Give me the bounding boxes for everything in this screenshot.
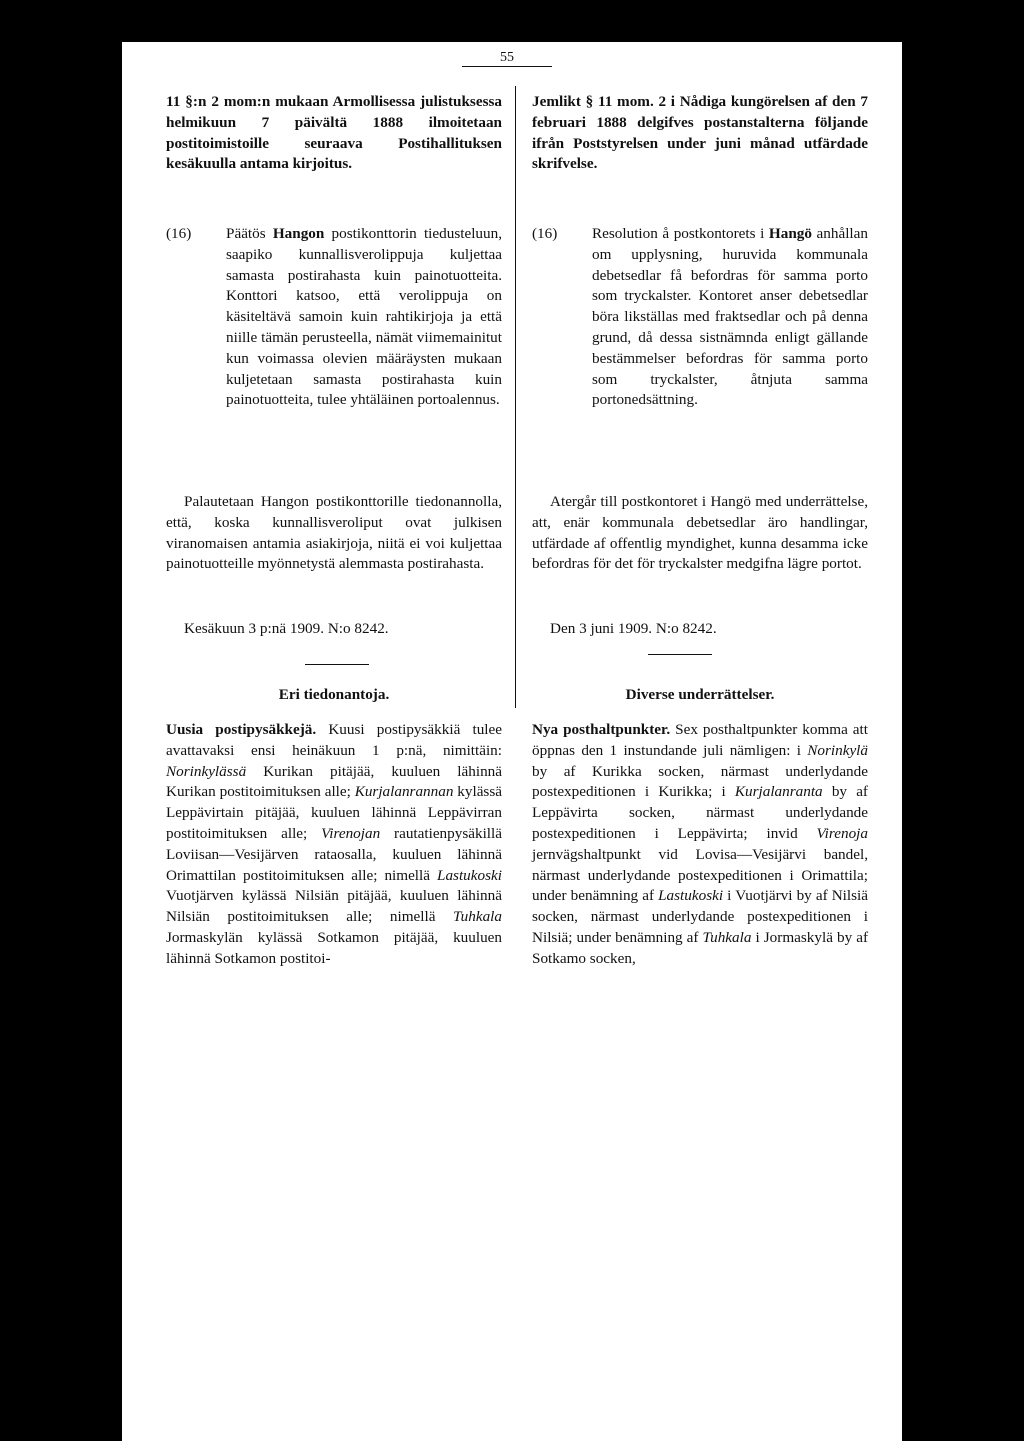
fi-intro: 11 §:n 2 mom:n mukaan Armollisessa julistuksessa helmikuun 7 päivältä 1888 ilmoitetaan postitoimistoille seuraava Postihallituksen kesäkuulla antama kirjoitus. [166, 93, 502, 173]
document-page [122, 42, 902, 1441]
sv-case-text-after: anhållan om upplysning, huruvida kommunala debetsedlar få befordras för samma porto som tryckalster. Kontoret anser debetsedlar böra likställas med fraktsedlar och på denna grund, då dessa sistnämnda enligt gällande bestämmelser befordras för samma porto som tryckalster, åtnjuta samma portonedsättning. [592, 225, 868, 409]
fi-notice-text: kylässä Leppävirtain pitäjää, kuuluen lähinnä Leppävirran postitoimituksen alle; [166, 783, 502, 842]
fi-decision: Palautetaan Hangon postikonttorille tiedonannolla, että, koska kunnallisveroliput ovat julkisen viranomaisen antamia asiakirjoja, niitä ei voi kuljettaa painotuotteille myönnetystä alemmasta postirahasta. [166, 493, 502, 573]
sv-case-number: (16) [532, 225, 558, 242]
sv-case-text-before: Resolution å postkontorets i [592, 225, 769, 242]
sv-intro: Jemlikt § 11 mom. 2 i Nådiga kungörelsen af den 7 februari 1888 delgifves postanstalterna följande ifrån Poststyrelsen under juni månad utfärdade skrifvelse. [532, 93, 868, 173]
fi-notice-text: Vuotjärven kylässä Nilsiän pitäjää, kuuluen lähinnä Nilsiän postitoimituksen alle; nimellä [166, 887, 502, 926]
fi-notice-place: Norinkylässä [166, 762, 247, 780]
fi-case-text-after: postikonttorin tiedusteluun, saapiko kunnallisverolippuja kuljettaa samasta postirahasta kuin painotuotteita. Konttori katsoo, että verolippuja on käsiteltävä samoin kuin rahtikirjoja ja että niille tämän perusteella, nämät viimemainitut kun voimassa olevien määräysten mukaan kuljetetaan samasta postirahasta kuin painotuotteita, tulee yhtäläinen portoalennus. [226, 225, 503, 409]
sv-notice-text: jernvägshaltpunkt vid Lovisa—Vesijärvi bandel, närmast underlydande postexpeditionen i Orimattila; under benämning af [532, 845, 868, 905]
fi-case-number: (16) [166, 225, 192, 242]
fi-notice [166, 720, 502, 970]
fi-notice-place: Lastukoski [437, 866, 502, 884]
fi-notice-place: Tuhkala [453, 908, 502, 926]
fi-notice-place: Virenojan [321, 824, 381, 842]
sv-notice-place: Kurjalanranta [734, 783, 823, 801]
fi-case [166, 224, 502, 411]
sv-notice-text: Sex posthaltpunkter komma att öppnas den 1 instundande juli nämligen: i [532, 721, 868, 759]
sv-notice-place: Tuhkala [702, 928, 752, 946]
fi-heading: Eri tiedonantoja. [278, 686, 390, 703]
sv-decision: Atergår till postkontoret i Hangö med underrättelse, att, enär kommunala debetsedlar äro handlingar, utfärdade af offentlig myndighet, kunna desamma icke befordras för det för tryckalster medgifna lägre portot. [532, 493, 868, 573]
fi-case-text-before: Päätös [226, 225, 273, 242]
sv-case [532, 224, 868, 411]
fi-notice-place: Kurjalanrannan [354, 783, 454, 801]
sv-notice-place: Norinkylä [807, 741, 868, 759]
sv-case-text [592, 224, 868, 411]
sv-notice-text: by af Kurikka socken, närmast underlydande postexpeditionen i Kurikka; i [532, 762, 868, 801]
sv-notice-text: by af Leppävirta socken, närmast underlydande postexpeditionen i Leppävirta; invid [532, 783, 868, 842]
sv-notice-text: i Vuotjärvi by af Nilsiä socken, närmast underlydande postexpeditionen i Nilsiä; under benämning af [532, 887, 868, 946]
sv-date-line: Den 3 juni 1909. N:o 8242. [550, 620, 717, 637]
fi-notice-text: Kurikan pitäjää, kuuluen lähinnä Kurikan postitoimituksen alle; [166, 762, 502, 801]
sv-separator [648, 654, 712, 655]
sv-notice-place: Virenoja [816, 824, 868, 842]
fi-notice-text: Jormaskylän kylässä Sotkamon pitäjää, kuuluen lähinnä Sotkamon postitoi- [166, 928, 502, 967]
fi-case-text [226, 224, 502, 411]
fi-notice-text: rautatienpysäkillä Loviisan—Vesijärven rataosalla, kuuluen lähinnä Orimattilan postitoimituksen alle; nimellä [166, 824, 502, 884]
sv-heading: Diverse underrättelser. [625, 686, 775, 703]
page-number: 55 [462, 50, 552, 67]
sv-notice-lead: Nya posthaltpunkter. [532, 721, 671, 738]
column-divider [515, 86, 516, 708]
sv-notice [532, 720, 868, 970]
fi-notice-text: Kuusi postipysäkkiä tulee avattavaksi ensi heinäkuun 1 p:nä, nimittäin: [166, 721, 502, 759]
fi-notice-lead: Uusia postipysäkkejä. [166, 721, 317, 738]
fi-separator [305, 664, 369, 665]
sv-case-place: Hangö [768, 225, 812, 242]
sv-notice-place: Lastukoski [658, 887, 724, 905]
sv-notice-text: i Jormaskylä by af Sotkamo socken, [532, 928, 868, 967]
fi-date-line: Kesäkuun 3 p:nä 1909. N:o 8242. [184, 620, 389, 637]
fi-case-place: Hangon [272, 225, 325, 242]
